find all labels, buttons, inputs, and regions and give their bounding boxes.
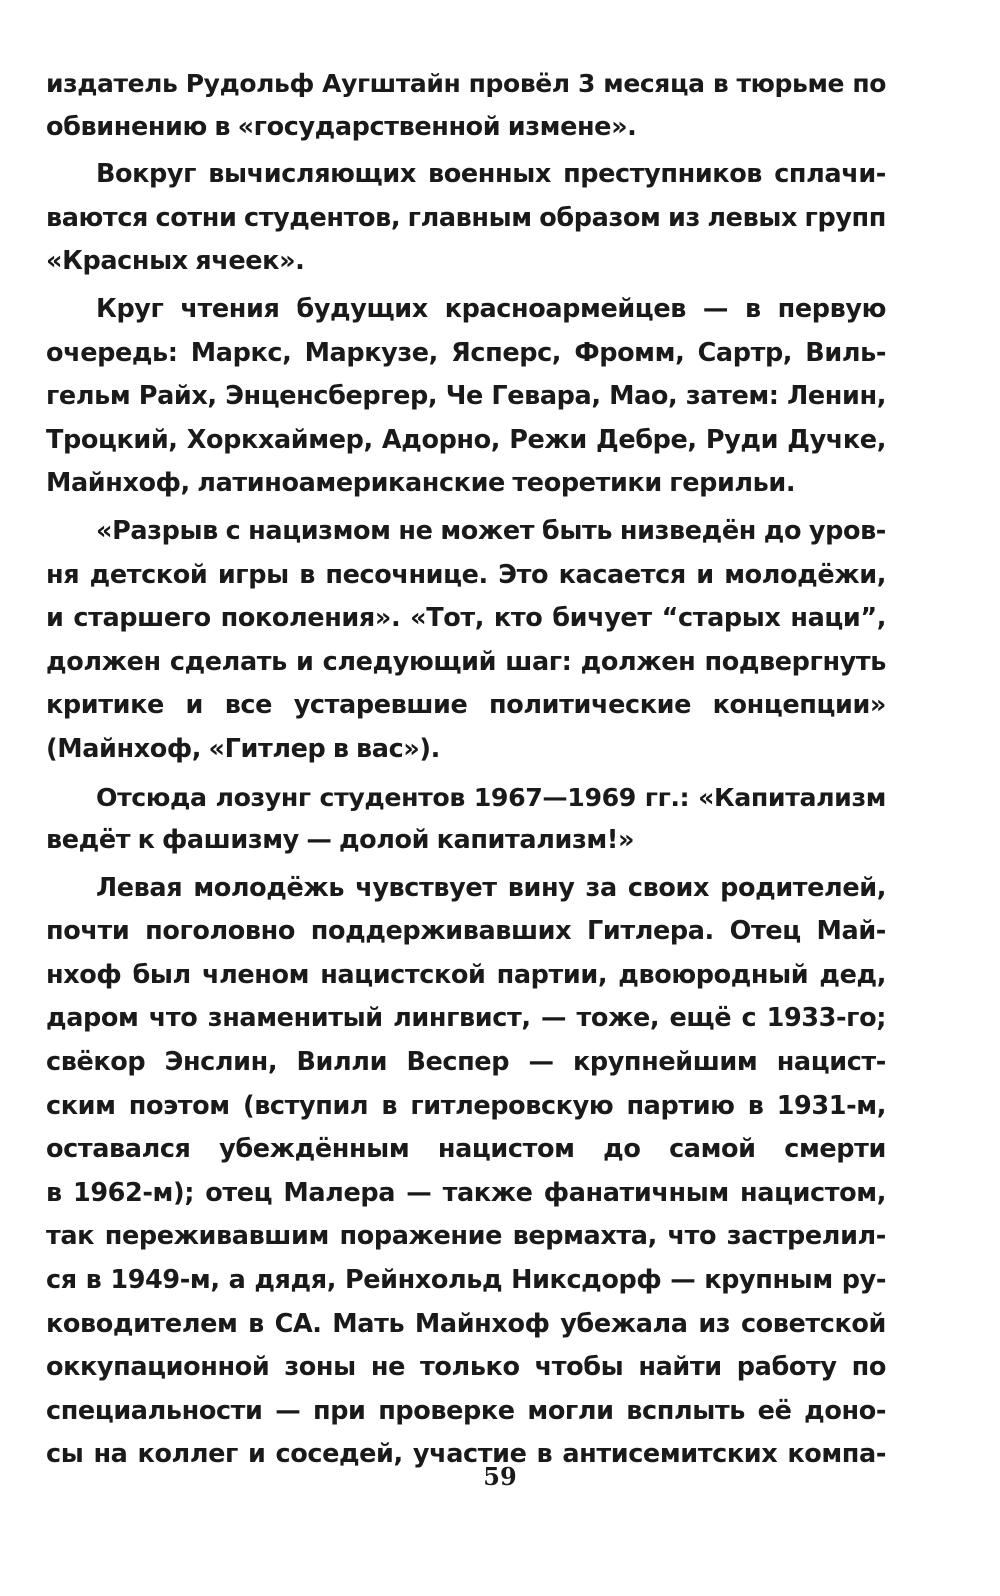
text-line: ведёт к фашизму — долой капитализм!»: [46, 825, 635, 856]
text-line: ся в 1949-м, а дядя, Рейнхольд Никсдорф — крупным ру-: [46, 1265, 886, 1296]
text-line: оставался убеждённым нацистом до самой смерти: [46, 1134, 886, 1165]
text-line: (Майнхоф, «Гитлер в вас»).: [46, 733, 440, 764]
text-line: Троцкий, Хоркхаймер, Адорно, Режи Дебре, Руди Дучке,: [46, 424, 886, 455]
text-line: Круг чтения будущих красноармейцев — в первую: [96, 293, 886, 324]
text-line: ня детской игры в песочнице. Это касается и молодёжи,: [46, 559, 886, 590]
text-line: сы на коллег и соседей, участие в антисемитских компа-: [46, 1439, 886, 1470]
text-line: «Разрыв с нацизмом не может быть низведён до уров-: [96, 515, 886, 546]
text-line: должен сделать и следующий шаг: должен подвергнуть: [46, 646, 886, 677]
text-line: очередь: Маркс, Маркузе, Ясперс, Фромм, Сартр, Виль-: [46, 337, 886, 368]
text-line: Вокруг вычисляющих военных преступников сплачи-: [96, 159, 886, 190]
page-text: [46, 62, 886, 1477]
text-line: и старшего поколения». «Тот, кто бичует “старых наци”,: [46, 603, 886, 634]
text-line: почти поголовно поддерживавших Гитлера. Отец Май-: [46, 916, 886, 947]
text-line: нхоф был членом нацистской партии, двоюродный дед,: [46, 959, 886, 990]
text-line: «Красных ячеек».: [46, 246, 305, 277]
text-line: ководителем в СА. Мать Майнхоф убежала из советской: [46, 1308, 886, 1339]
text-line: оккупационной зоны не только чтобы найти работу по: [46, 1352, 886, 1383]
text-line: Майнхоф, латиноамериканские теоретики герильи.: [46, 468, 796, 499]
page-number: 59: [483, 1462, 517, 1491]
text-line: даром что знаменитый лингвист, — тоже, ещё с 1933-го;: [46, 1003, 886, 1034]
text-line: Отсюда лозунг студентов 1967—1969 гг.: «Капитализм: [96, 782, 886, 812]
text-line: издатель Рудольф Аугштайн провёл 3 месяца в тюрьме по: [46, 69, 886, 98]
text-line: обвинению в «государственной измене».: [46, 111, 637, 142]
text-line: критике и все устаревшие политические концепции»: [46, 690, 886, 721]
text-line: в 1962-м); отец Малера — также фанатичным нацистом,: [46, 1177, 886, 1208]
text-line: свёкор Энслин, Вилли Веспер — крупнейшим нацист-: [46, 1047, 886, 1078]
text-line: специальности — при проверке могли всплыть её доно-: [46, 1395, 886, 1426]
text-line: ваются сотни студентов, главным образом из левых групп: [46, 202, 886, 233]
text-line: так переживавшим поражение вермахта, что застрелил-: [46, 1221, 886, 1252]
text-line: Левая молодёжь чувствует вину за своих родителей,: [96, 872, 886, 903]
text-line: ским поэтом (вступил в гитлеровскую партию в 1931-м,: [46, 1090, 886, 1121]
text-line: гельм Райх, Энценсбергер, Че Гевара, Мао, затем: Ленин,: [46, 381, 886, 412]
